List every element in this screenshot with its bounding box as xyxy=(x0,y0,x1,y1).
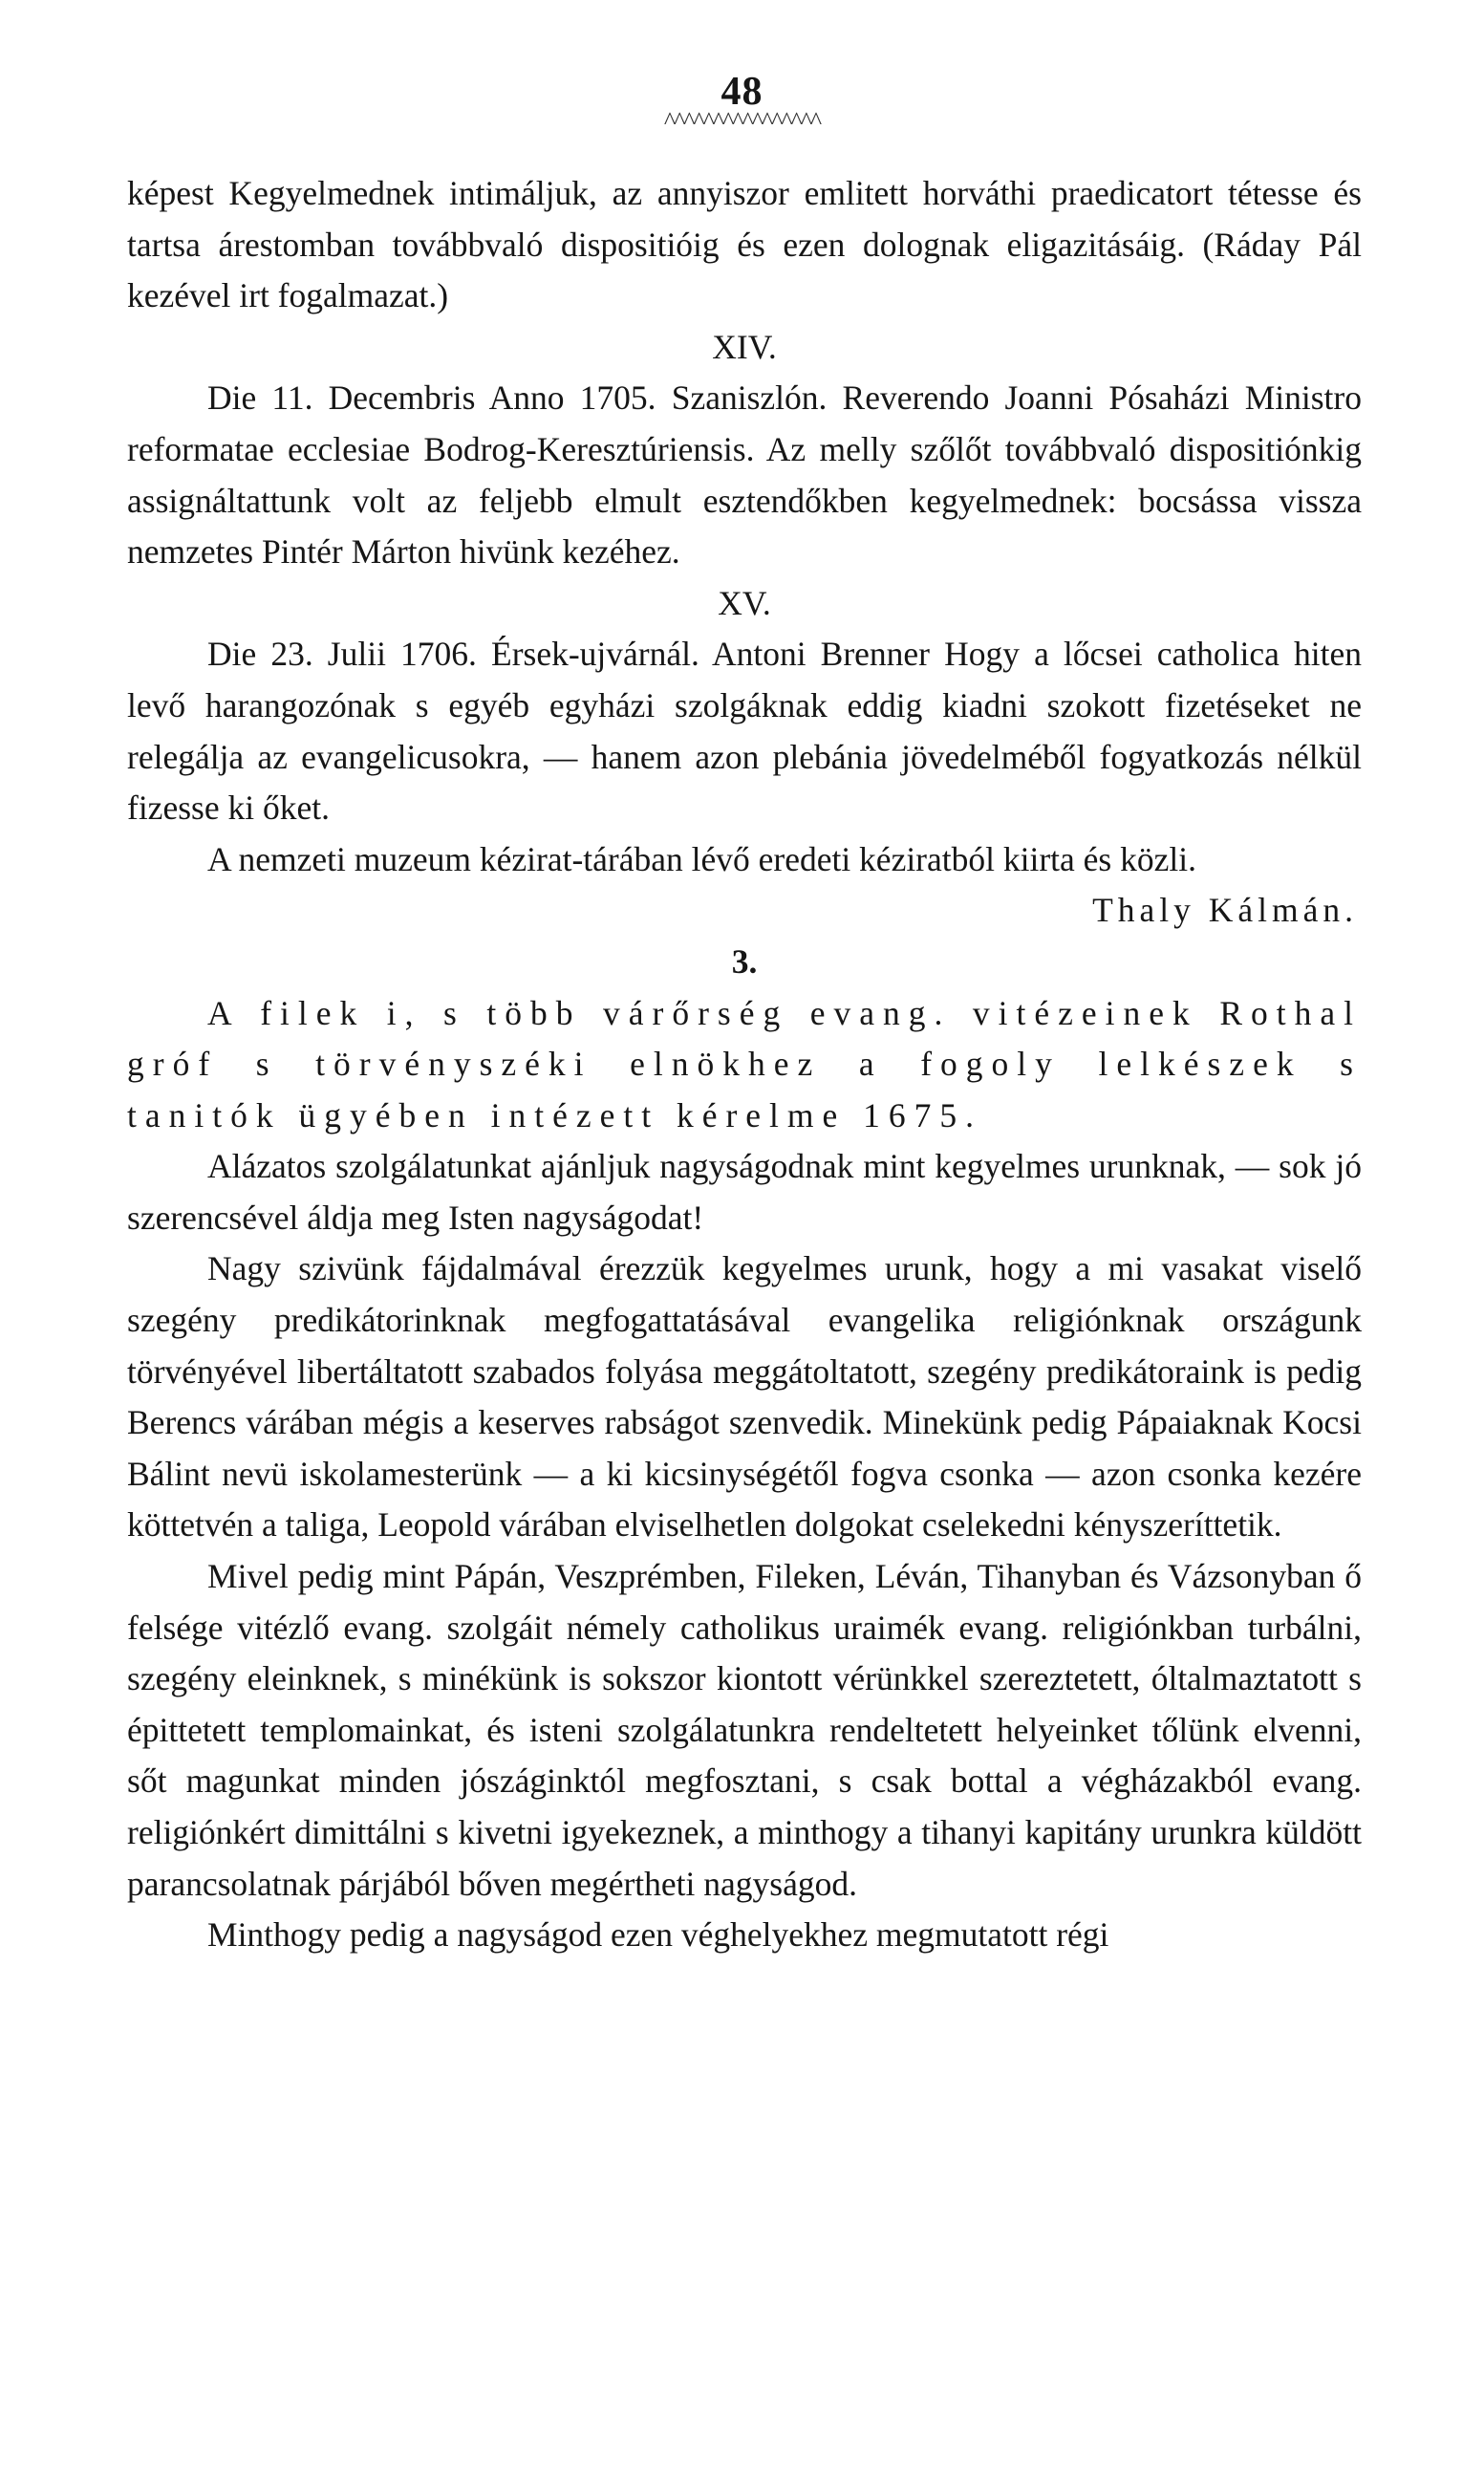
letter-paragraph-3: Mivel pedig mint Pápán, Veszprémben, Fileken, Léván, Tihanyban és Vázsonyban ő felsége vitézlő evang. szolgáit némely catholikus uraimék evang. religiónkban turbálni, szegény eleinknek, s minékünk is sokszor kiontott vérünkkel szereztetett, óltalmaztatott s épittetett templomainkat, és isteni szolgálatunkra rendeltetett helyeinket tőlünk elvenni, sőt magunkat minden jószáginktól megfosztani, s csak bottal a végházakból evang. religiónkért dimittálni s kivetni igyekeznek, a minthogy a tihanyi kapitány urunkra küldött parancsolatnak párjából bőven megértheti nagyságod. xyxy=(127,1557,1362,1903)
source-note: A nemzeti muzeum kézirat-tárában lévő eredeti kéziratból kiirta és közli. xyxy=(207,839,1196,878)
author-signature: Thaly Kálmán. xyxy=(1092,891,1358,930)
document-number: 3. xyxy=(731,941,758,981)
section-xiv-text: Die 11. Decembris Anno 1705. Szaniszlón. Reverendo Joanni Pósaházi Ministro reformatae ecclesiae Bodrog-Keresztúriensis. Az melly szőlőt továbbvaló dispositiónkig assignáltattunk volt az feljebb elmult esztendőkben kegyelmednek: bocsássa vissza nemzetes Pintér Márton hivünk kezéhez. xyxy=(127,378,1362,572)
section-xv-text: Die 23. Julii 1706. Érsek-ujvárnál. Antoni Brenner Hogy a lőcsei catholica hiten levő harangozónak s egyéb egyházi szolgáknak eddig kiadni szokott fizetéseket ne relegálja az evangelicusokra, — hanem azon plebánia jövedelméből fogyatkozás nélkül fizesse ki őket. xyxy=(127,635,1362,828)
document-title-line-2: gróf s törvényszéki elnökhez a fogoly lelkészek s xyxy=(127,1045,1362,1084)
document-title-line-3: tanitók ügyében intézett kérelme 1675. xyxy=(127,1095,983,1134)
page-number: 48 xyxy=(720,70,764,114)
letter-paragraph-2: Nagy szivünk fájdalmával érezzük kegyelmes urunk, hogy a mi vasakat viselő szegény predikátorinknak megfogattatásával evangelika religiónknak országunk törvényével libertáltatott szabados folyása meggátoltatott, szegény predikátoraink is pedig Berencs várában mégis a keserves rabságot szenvedik. Minekünk pedig Pápaiaknak Kocsi Bálint nevü iskolamesterünk — a ki kicsinységétől fogva csonka — azon csonka kezére köttetvén a taliga, Leopold várában elviselhetlen dolgokat cselekedni kényszeríttetik. xyxy=(127,1249,1362,1545)
letter-paragraph-4: Minthogy pedig a nagyságod ezen véghelyekhez megmutatott régi xyxy=(207,1915,1109,1955)
body-text xyxy=(127,168,1362,1961)
continued-paragraph: képest Kegyelmednek intimáljuk, az annyiszor emlitett horváthi praedicatort tétesse és tartsa árestomban továbbvaló dispositióig és ezen dolognak eligazitásáig. (Ráday Pál kezével irt fogalmazat.) xyxy=(127,174,1362,315)
letter-paragraph-1: Alázatos szolgálatunkat ajánljuk nagyságodnak mint kegyelmes urunknak, — sok jó szerencsével áldja meg Isten nagyságodat! xyxy=(127,1147,1362,1237)
section-heading-xiv: XIV. xyxy=(712,327,777,366)
document-title-line-1: A filek i, s több várőrség evang. vitézeinek Rothal xyxy=(207,993,1362,1032)
section-heading-xv: XV. xyxy=(718,583,771,622)
page-ornament: ^^^^^^^^^^^^^^^^ xyxy=(663,107,821,135)
